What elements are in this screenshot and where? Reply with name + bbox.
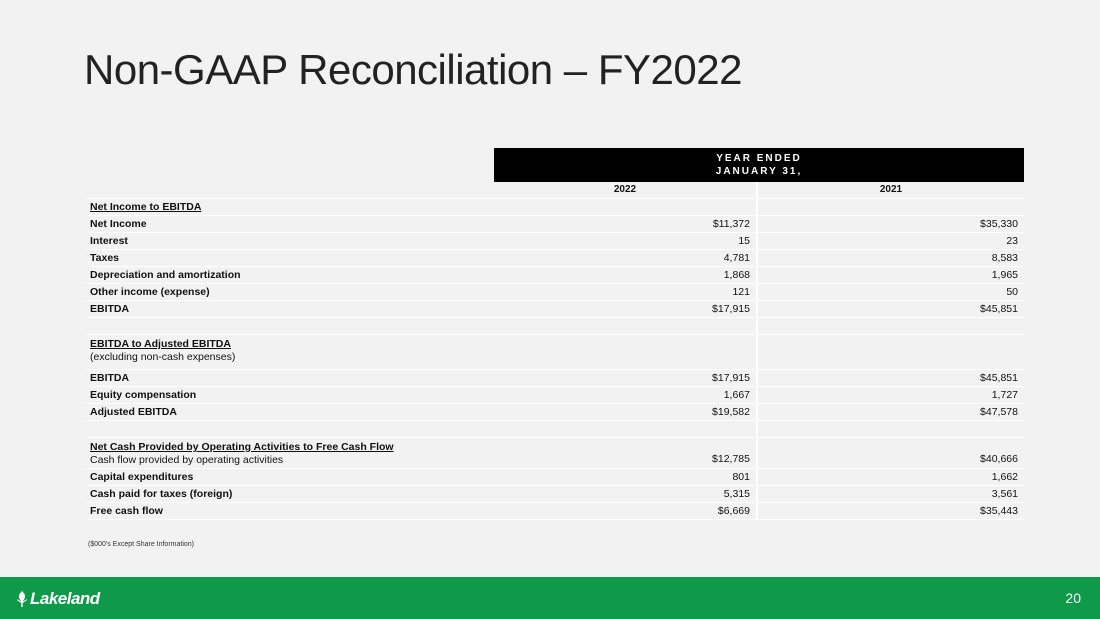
table-row	[86, 387, 1024, 404]
leaf-icon	[16, 591, 28, 607]
net-income-rows	[86, 216, 1024, 318]
row-value-2022: $6,669	[494, 503, 758, 519]
table-row	[86, 469, 1024, 486]
row-value-2021: 23	[1006, 235, 1018, 247]
row-label: Capital expenditures	[90, 471, 194, 483]
row-value-2022: 1,667	[494, 387, 758, 403]
table-row	[86, 250, 1024, 267]
row-value-2021: 3,561	[991, 488, 1018, 500]
row-value-2022: 5,315	[494, 486, 758, 502]
lakeland-logo	[16, 589, 100, 609]
row-value-2021: $47,578	[980, 406, 1018, 418]
section-heading-row	[86, 438, 1024, 469]
table-row	[86, 486, 1024, 503]
free-cash-flow-rows	[86, 469, 1024, 520]
table-row	[86, 301, 1024, 318]
year-ended-header	[494, 148, 1024, 182]
table-row	[86, 233, 1024, 250]
row-label: Equity compensation	[90, 389, 197, 401]
year-ended-line2: JANUARY 31,	[715, 166, 803, 177]
row-label: Cash paid for taxes (foreign)	[90, 488, 233, 500]
row-label: Adjusted EBITDA	[90, 406, 177, 418]
section-heading-adjusted-ebitda: EBITDA to Adjusted EBITDA	[90, 338, 231, 350]
table-row	[86, 370, 1024, 387]
column-header-2021: 2021	[879, 184, 903, 195]
year-ended-line1: YEAR ENDED	[716, 153, 802, 164]
row-value-2021: 50	[1006, 286, 1018, 298]
page-title: Non-GAAP Reconciliation – FY2022	[84, 46, 742, 93]
spacer-row	[86, 318, 1024, 335]
row-value-2021: 1,965	[991, 269, 1018, 281]
row-value-2022: $11,372	[494, 216, 758, 232]
row-label: Other income (expense)	[90, 286, 210, 298]
footer-bar	[0, 577, 1100, 619]
row-label: EBITDA	[90, 372, 130, 384]
logo-text: Lakeland	[30, 589, 100, 608]
row-value-2021: 1,727	[991, 389, 1018, 401]
section-heading-free-cash-flow: Net Cash Provided by Operating Activities to Free Cash Flow	[90, 441, 394, 453]
table-row	[86, 284, 1024, 301]
row-value-2022: $19,582	[494, 404, 758, 420]
row-value-2022: $12,785	[494, 438, 758, 468]
column-header-2022: 2022	[494, 182, 758, 198]
row-value-2022: 801	[494, 469, 758, 485]
table-row	[86, 216, 1024, 233]
section-heading-row	[86, 199, 1024, 216]
row-value-2022: 1,868	[494, 267, 758, 283]
section-heading-row	[86, 335, 1024, 370]
row-value-2021: 8,583	[991, 252, 1018, 264]
row-label: Cash flow provided by operating activities	[90, 454, 284, 466]
table-row	[86, 404, 1024, 421]
row-value-2021: $45,851	[980, 303, 1018, 315]
spacer-row	[86, 421, 1024, 438]
row-label: Taxes	[90, 252, 119, 264]
section-subheading: (excluding non-cash expenses)	[90, 351, 236, 363]
row-value-2022: $17,915	[494, 370, 758, 386]
row-label: Interest	[90, 235, 128, 247]
table-row	[86, 503, 1024, 520]
table-row	[86, 267, 1024, 284]
row-label: Free cash flow	[90, 505, 163, 517]
row-value-2021: 1,662	[991, 471, 1018, 483]
section-heading-net-income: Net Income to EBITDA	[90, 201, 202, 213]
row-value-2022: 4,781	[494, 250, 758, 266]
row-value-2021: $35,330	[980, 218, 1018, 230]
row-label: Net Income	[90, 218, 147, 230]
footnote: ($000's Except Share Information)	[88, 541, 195, 548]
adjusted-ebitda-rows	[86, 370, 1024, 421]
column-header-row	[86, 182, 1024, 199]
row-value-2021: $40,666	[980, 453, 1018, 465]
reconciliation-table	[86, 148, 1024, 520]
row-value-2022: 121	[494, 284, 758, 300]
table-header-band	[86, 148, 1024, 182]
page-number: 20	[1065, 590, 1081, 606]
row-label: Depreciation and amortization	[90, 269, 241, 281]
row-label: EBITDA	[90, 303, 130, 315]
row-value-2021: $35,443	[980, 505, 1018, 517]
row-value-2022: 15	[494, 233, 758, 249]
row-value-2021: $45,851	[980, 372, 1018, 384]
row-value-2022: $17,915	[494, 301, 758, 317]
